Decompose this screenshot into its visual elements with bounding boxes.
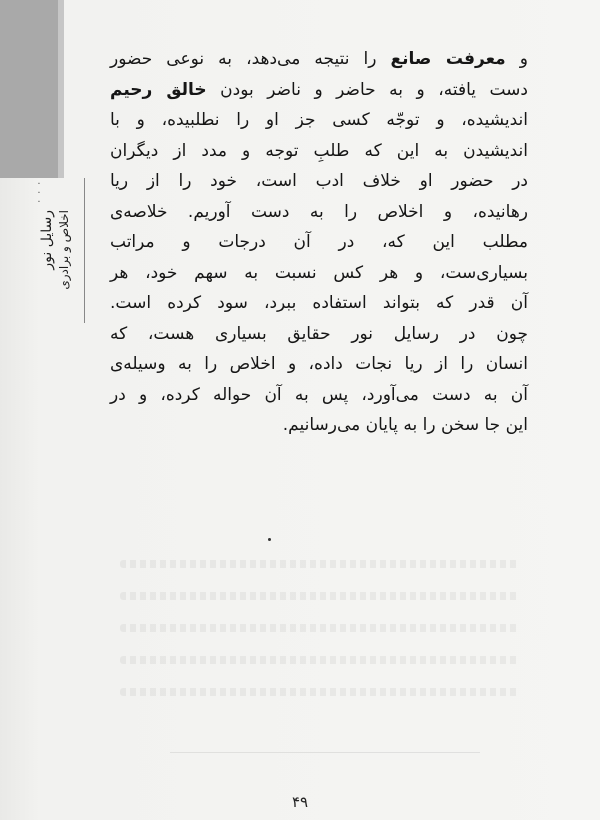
show-through-text xyxy=(120,560,520,568)
body-text xyxy=(110,44,528,441)
body-line: دست یافته، و به حاضر و ناضر بودن خالق رحیم xyxy=(110,79,528,100)
side-tab-edge xyxy=(58,0,64,178)
show-through-text xyxy=(120,624,520,632)
running-title xyxy=(38,210,72,290)
body-line: رهانیده، و اخلاص را به دست آوریم. خلاصه‌ی xyxy=(110,201,528,222)
ornament-dots: · · · xyxy=(37,179,41,208)
side-rule xyxy=(84,178,85,323)
bold-term: خالق رحیم xyxy=(110,79,207,100)
body-line: اندیشیدن به این که طلبِ توجه و مدد از دیگران xyxy=(110,140,528,161)
body-line: آن قدر که بتواند استفاده ببرد، سود کرده است. xyxy=(110,293,528,313)
body-line: و معرفت صانع را نتیجه می‌دهد، به نوعی حضور xyxy=(110,49,528,69)
body-line: اندیشیده، و توجّه کسی جز او را نطلبیده، و با xyxy=(110,110,528,130)
show-through-text xyxy=(120,688,520,696)
body-line: مطلب این که، در آن درجات و مراتب xyxy=(110,232,528,252)
body-line: چون در رسایل نور حقایق بسیاری هست، که xyxy=(110,323,528,344)
show-through-text xyxy=(120,656,520,664)
footer-rule xyxy=(170,752,480,753)
running-title-book: رسایل نور xyxy=(39,210,55,270)
running-title-chapter: اخلاص و برادری xyxy=(57,210,71,290)
body-line: آن به دست می‌آورد، پس به آن حواله کرده، و در xyxy=(110,384,528,405)
body-line: بسیاری‌ست، و هر کس نسبت به سهم خود، هر xyxy=(110,262,528,283)
body-line: در حضور او خلاف ادب است، خود را از ریا xyxy=(110,171,528,191)
show-through-text xyxy=(120,592,520,600)
ink-speck xyxy=(268,538,271,541)
side-tab xyxy=(0,0,58,178)
bold-term: معرفت صانع xyxy=(390,49,506,69)
body-line: انسان را از ریا نجات داده، و اخلاص را به وسیله‌ی xyxy=(110,354,528,374)
page-number: ۴۹ xyxy=(291,793,309,811)
body-line: این جا سخن را به پایان می‌رسانیم. xyxy=(282,415,528,435)
